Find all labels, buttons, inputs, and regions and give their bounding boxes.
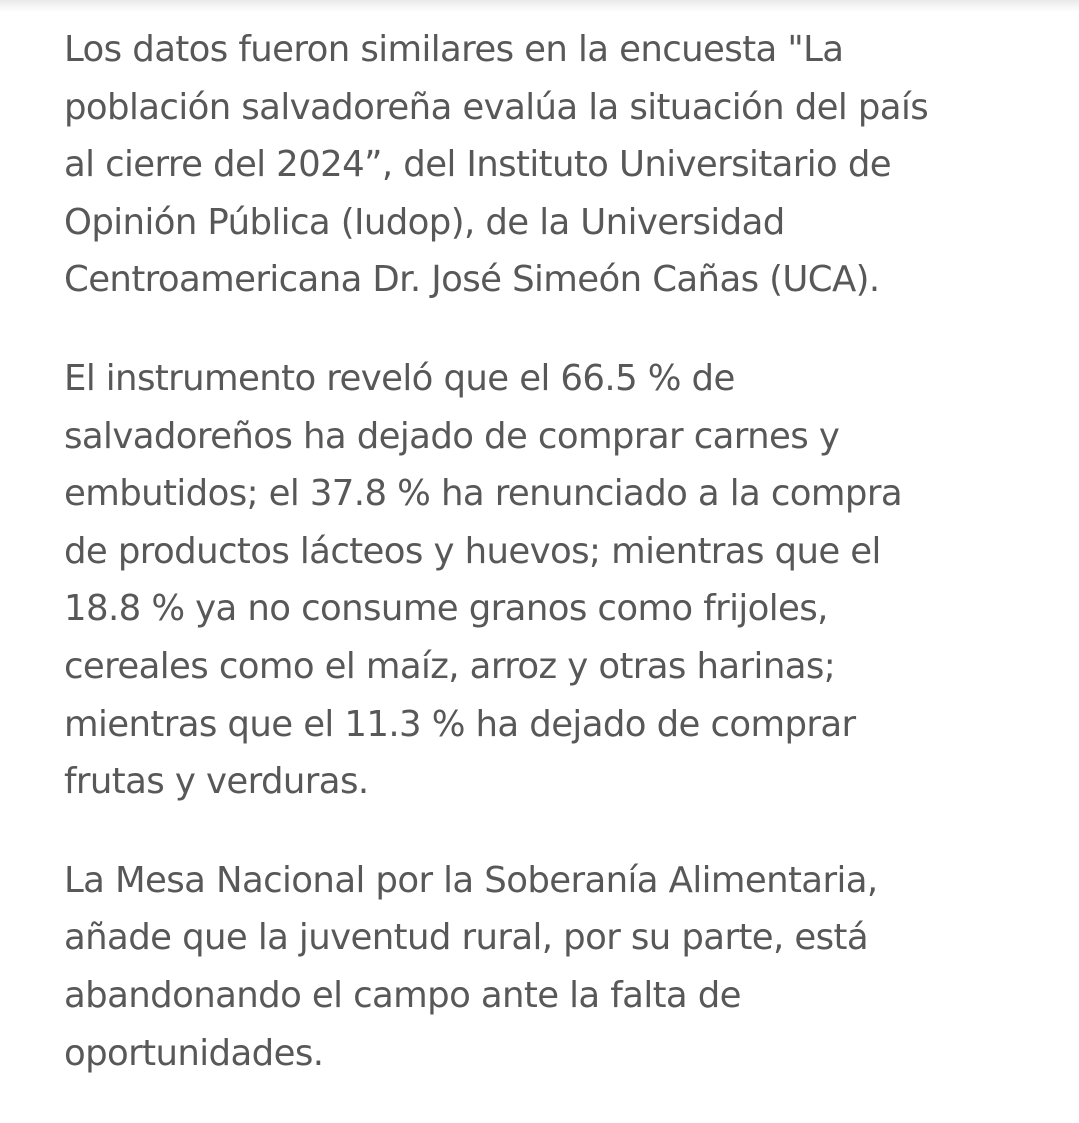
paragraph-rural-youth — [64, 852, 1054, 1082]
text-line: El instrumento reveló que el 66.5 % de — [64, 357, 735, 399]
top-bar-shadow — [0, 0, 1079, 12]
text-line: salvadoreños ha dejado de comprar carnes y — [64, 415, 840, 457]
text-line: población salvadoreña evalúa la situación del país — [64, 86, 929, 128]
text-line: al cierre del 2024”, del Instituto Universitario de — [64, 144, 892, 186]
text-line: abandonando el campo ante la falta de — [64, 974, 741, 1016]
text-line: oportunidades. — [64, 1032, 324, 1074]
text-line: Opinión Pública (Iudop), de la Universidad — [64, 201, 785, 243]
paragraph-survey-source — [64, 21, 1054, 309]
text-line: Los datos fueron similares en la encuesta "La — [64, 29, 844, 70]
text-line: cereales como el maíz, arroz y otras harinas; — [64, 645, 836, 687]
text-line: frutas y verduras. — [64, 761, 369, 803]
paragraph-survey-results — [64, 350, 1054, 811]
text-line: La Mesa Nacional por la Soberanía Alimentaria, — [64, 859, 878, 901]
text-line: de productos lácteos y huevos; mientras que el — [64, 530, 881, 572]
text-line: 18.8 % ya no consume granos como frijoles, — [64, 588, 828, 630]
text-line: mientras que el 11.3 % ha dejado de comprar — [64, 703, 856, 745]
article-body — [64, 21, 1054, 1123]
text-line: añade que la juventud rural, por su parte, está — [64, 917, 868, 959]
text-line: Centroamericana Dr. José Simeón Cañas (UCA). — [64, 259, 880, 301]
text-line: embutidos; el 37.8 % ha renunciado a la compra — [64, 473, 902, 515]
